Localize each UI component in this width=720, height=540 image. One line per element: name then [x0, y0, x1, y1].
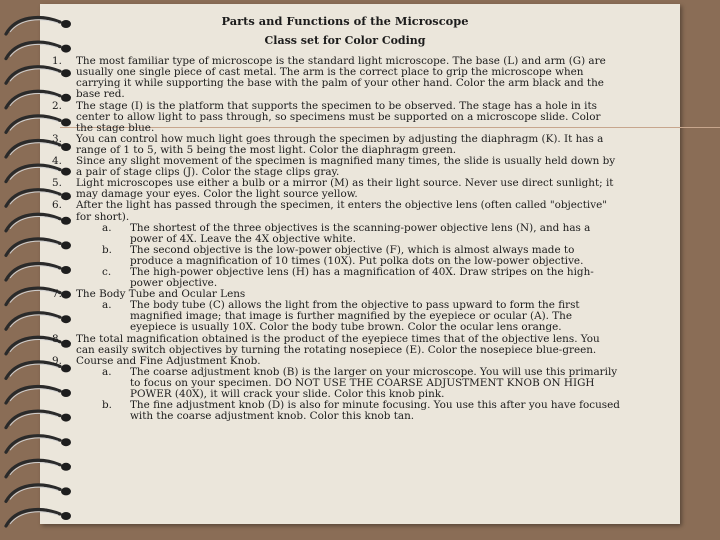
spiral-ring — [6, 510, 71, 526]
item-text: The total magnification obtained is the product of the eyepiece times that of the objective lens. You can easily switch objectives by turning the rotating nosepiece (E). Color the nosepiece blue-green. — [76, 332, 600, 356]
sub-list-item — [76, 267, 620, 289]
list-item — [52, 134, 620, 156]
spiral-ring — [6, 436, 71, 452]
sub-item-text: The shortest of the three objectives is the scanning-power objective lens (N), and has a power of 4X. Leave the 4X objective white. — [130, 221, 591, 245]
list-item — [52, 200, 620, 289]
item-text: Light microscopes use either a bulb or a mirror (M) as their light source. Never use direct sunlight; it may damage your eyes. Color the light source yellow. — [76, 177, 614, 201]
item-text: After the light has passed through the specimen, it enters the objective lens (often called "objective" for short). — [76, 199, 608, 223]
sub-list — [76, 223, 620, 290]
item-number: 7. — [52, 288, 62, 301]
document-title: Parts and Functions of the Microscope — [221, 14, 469, 28]
list-item — [52, 289, 620, 333]
sub-item-text: The coarse adjustment knob (B) is the larger on your microscope. You will use this primarily to focus on your specimen. DO NOT USE THE COARSE ADJUSTMENT KNOB ON HIGH POWER (40X), it will crack your slide. Color this knob pink. — [130, 365, 618, 400]
sub-item-text: The second objective is the low-power objective (F), which is almost always made to produce a magnification of 10 times (10X). Put polka dots on the low-power objective. — [130, 243, 584, 267]
document-body — [52, 16, 620, 422]
item-text: The most familiar type of microscope is the standard light microscope. The base (L) and arm (G) are usually one single piece of cast metal. The arm is the correct place to grip the microscope when carrying it while supporting the base with the palm of your other hand. Color the arm black and the base red. — [76, 55, 606, 101]
sub-item-letter: a. — [102, 221, 112, 234]
sub-list-item — [76, 367, 620, 400]
sub-item-text: The body tube (C) allows the light from the objective to pass upward to form the first magnified image; that image is further magnified by the eyepiece or ocular (A). The eyepiece is usually 10X. Color the body tube brown. Color the ocular lens orange. — [130, 299, 580, 334]
item-number: 2. — [52, 99, 62, 112]
list-item — [52, 356, 620, 423]
item-number: 3. — [52, 132, 62, 145]
sub-list-item — [76, 400, 620, 422]
item-number: 5. — [52, 177, 62, 190]
sub-item-letter: b. — [102, 243, 112, 256]
sub-item-letter: b. — [102, 399, 112, 412]
sub-item-letter: a. — [102, 365, 112, 378]
sub-item-letter: a. — [102, 299, 112, 312]
item-number: 9. — [52, 354, 62, 367]
item-text: Since any slight movement of the specimen is magnified many times, the slide is usually held down by a pair of stage clips (J). Color the stage clips gray. — [76, 155, 616, 179]
item-text: The Body Tube and Ocular Lens — [76, 288, 246, 301]
item-text: The stage (I) is the platform that supports the specimen to be observed. The stage has a hole in its center to allow light to pass through, so specimens must be supported on a microscope slide. Color the stage blue. — [76, 99, 601, 134]
list-item — [52, 334, 620, 356]
item-text: Course and Fine Adjustment Knob. — [76, 354, 261, 367]
item-number: 1. — [52, 55, 62, 68]
list-item — [52, 101, 620, 134]
sub-item-letter: c. — [102, 265, 112, 278]
list-item — [52, 178, 620, 200]
sub-item-text: The high-power objective lens (H) has a magnification of 40X. Draw stripes on the high-power objective. — [130, 265, 594, 290]
sub-item-text: The fine adjustment knob (D) is also for minute focusing. You use this after you have focused with the coarse adjustment knob. Color this knob tan. — [130, 399, 620, 423]
list-item — [52, 56, 620, 100]
numbered-list — [52, 56, 620, 422]
spiral-ring — [6, 460, 71, 476]
sub-list — [76, 300, 620, 333]
sub-list-item — [76, 245, 620, 267]
sub-list-item — [76, 223, 620, 245]
sub-list-item — [76, 300, 620, 333]
spiral-ring — [6, 485, 71, 501]
list-item — [52, 156, 620, 178]
item-number: 6. — [52, 199, 62, 212]
document-subtitle: Class set for Color Coding — [264, 34, 426, 48]
item-number: 4. — [52, 155, 62, 168]
sub-list — [76, 367, 620, 422]
item-text: You can control how much light goes through the specimen by adjusting the diaphragm (K). It has a range of 1 to 5, with 5 being the most light. Color the diaphragm green. — [76, 132, 604, 156]
item-number: 8. — [52, 332, 62, 345]
